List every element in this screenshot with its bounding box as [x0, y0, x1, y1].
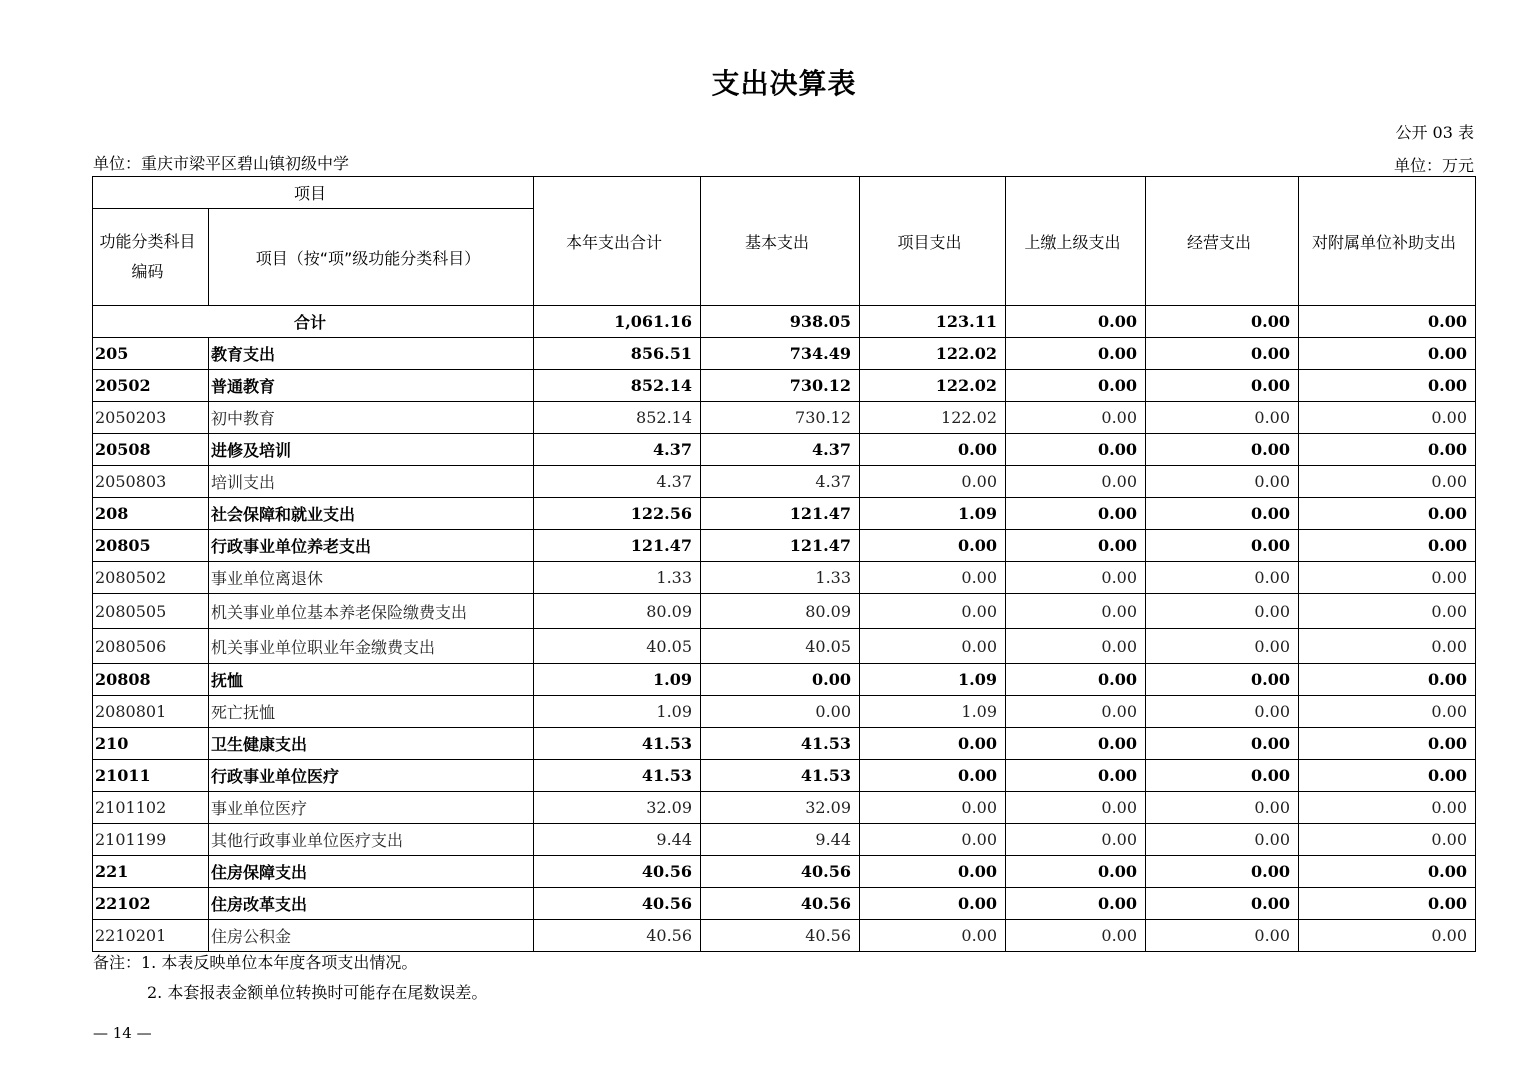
table-row: [93, 792, 1476, 824]
amount-cell: 4.37: [701, 466, 860, 498]
amount-cell: 0.00: [1299, 338, 1476, 370]
item-name-cell: 事业单位离退休: [209, 562, 534, 594]
header-upper: 上缴上级支出: [1006, 177, 1146, 306]
item-name-cell: 抚恤: [209, 664, 534, 696]
item-name-cell: 卫生健康支出: [209, 728, 534, 760]
item-name-cell: 社会保障和就业支出: [209, 498, 534, 530]
amount-cell: 0.00: [860, 856, 1006, 888]
amount-cell: 1.09: [534, 696, 701, 728]
amount-cell: 0.00: [1006, 338, 1146, 370]
amount-cell: 0.00: [1146, 920, 1299, 952]
note-line-2: 2. 本套报表金额单位转换时可能存在尾数误差。: [147, 983, 488, 1002]
amount-cell: 1.33: [534, 562, 701, 594]
function-code-cell: 221: [93, 856, 209, 888]
function-code-cell: 20805: [93, 530, 209, 562]
amount-cell: 856.51: [534, 338, 701, 370]
function-code-cell: 2050803: [93, 466, 209, 498]
header-total: 本年支出合计: [534, 177, 701, 306]
amount-cell: 0.00: [1006, 760, 1146, 792]
table-row: [93, 594, 1476, 629]
amount-cell: 0.00: [1006, 562, 1146, 594]
amount-cell: 0.00: [1299, 824, 1476, 856]
amount-cell: 40.56: [701, 856, 860, 888]
function-code-cell: 208: [93, 498, 209, 530]
amount-cell: 0.00: [1299, 728, 1476, 760]
amount-cell: 0.00: [1146, 594, 1299, 629]
total-label: 合计: [93, 306, 534, 338]
amount-cell: 40.56: [701, 888, 860, 920]
amount-cell: 1.09: [534, 664, 701, 696]
function-code-cell: 2080506: [93, 629, 209, 664]
amount-cell: 0.00: [1146, 728, 1299, 760]
amount-cell: 0.00: [1299, 402, 1476, 434]
amount-cell: 0.00: [1006, 466, 1146, 498]
header-name: 项目（按“项”级功能分类科目）: [209, 209, 534, 306]
amount-cell: 1.09: [860, 664, 1006, 696]
amount-cell: 0.00: [1146, 888, 1299, 920]
amount-cell: 0.00: [860, 466, 1006, 498]
amount-cell: 0.00: [1299, 664, 1476, 696]
table-row: [93, 824, 1476, 856]
amount-cell: 0.00: [1006, 530, 1146, 562]
function-code-cell: 2101102: [93, 792, 209, 824]
item-name-cell: 住房改革支出: [209, 888, 534, 920]
header-business: 经营支出: [1146, 177, 1299, 306]
function-code-cell: 205: [93, 338, 209, 370]
amount-cell: 9.44: [701, 824, 860, 856]
notes: [93, 948, 487, 1008]
table-row: [93, 728, 1476, 760]
function-code-cell: 20502: [93, 370, 209, 402]
function-code-cell: 2050203: [93, 402, 209, 434]
header-basic: 基本支出: [701, 177, 860, 306]
amount-cell: 40.05: [701, 629, 860, 664]
table-row: [93, 466, 1476, 498]
amount-cell: 0.00: [1299, 856, 1476, 888]
amount-cell: 80.09: [534, 594, 701, 629]
amount-cell: 40.56: [534, 856, 701, 888]
amount-cell: 0.00: [1006, 370, 1146, 402]
amount-cell: 0.00: [1146, 760, 1299, 792]
amount-cell: 40.56: [701, 920, 860, 952]
amount-cell: 121.47: [534, 530, 701, 562]
amount-cell: 0.00: [860, 594, 1006, 629]
amount-cell: 80.09: [701, 594, 860, 629]
function-code-cell: 22102: [93, 888, 209, 920]
amount-cell: 0.00: [1299, 792, 1476, 824]
amount-cell: 0.00: [1146, 824, 1299, 856]
amount-cell: 0.00: [860, 760, 1006, 792]
amount-cell: 0.00: [1006, 728, 1146, 760]
amount-cell: 0.00: [1299, 434, 1476, 466]
amount-cell: 0.00: [860, 824, 1006, 856]
table-row: [93, 530, 1476, 562]
amount-cell: 0.00: [1146, 434, 1299, 466]
reporting-unit: 单位：重庆市梁平区碧山镇初级中学: [93, 154, 350, 173]
item-name-cell: 进修及培训: [209, 434, 534, 466]
amount-cell: 0.00: [1006, 434, 1146, 466]
amount-cell: 0.00: [1146, 402, 1299, 434]
function-code-cell: 20508: [93, 434, 209, 466]
amount-cell: 1.09: [860, 696, 1006, 728]
page-number: — 14 —: [93, 1024, 152, 1042]
amount-cell: 0.00: [860, 530, 1006, 562]
item-name-cell: 住房公积金: [209, 920, 534, 952]
item-name-cell: 培训支出: [209, 466, 534, 498]
function-code-cell: 2210201: [93, 920, 209, 952]
expenditure-table: [92, 176, 1476, 952]
amount-cell: 32.09: [701, 792, 860, 824]
amount-cell: 41.53: [534, 760, 701, 792]
amount-cell: 0.00: [1006, 594, 1146, 629]
amount-cell: 4.37: [534, 466, 701, 498]
amount-cell: 121.47: [701, 498, 860, 530]
amount-cell: 1.09: [860, 498, 1006, 530]
amount-cell: 0.00: [1146, 629, 1299, 664]
amount-cell: 4.37: [701, 434, 860, 466]
amount-cell: 0.00: [1006, 402, 1146, 434]
item-name-cell: 机关事业单位职业年金缴费支出: [209, 629, 534, 664]
amount-cell: 0.00: [1146, 562, 1299, 594]
amount-cell: 0.00: [1146, 856, 1299, 888]
item-name-cell: 初中教育: [209, 402, 534, 434]
amount-cell: 40.56: [534, 888, 701, 920]
item-name-cell: 行政事业单位养老支出: [209, 530, 534, 562]
amount-cell: 0.00: [1299, 594, 1476, 629]
amount-cell: 0.00: [1146, 370, 1299, 402]
amount-cell: 0.00: [701, 696, 860, 728]
amount-cell: 0.00: [701, 664, 860, 696]
amount-cell: 0.00: [860, 888, 1006, 920]
function-code-cell: 210: [93, 728, 209, 760]
total-cell: 0.00: [1299, 306, 1476, 338]
table-row: [93, 562, 1476, 594]
amount-cell: 41.53: [534, 728, 701, 760]
page-title: 支出决算表: [711, 67, 857, 100]
total-cell: 1,061.16: [534, 306, 701, 338]
table-row: [93, 664, 1476, 696]
amount-cell: 0.00: [1299, 370, 1476, 402]
amount-cell: 0.00: [1006, 664, 1146, 696]
header-code: 功能分类科目编码: [93, 209, 209, 306]
form-number: 公开 03 表: [1395, 123, 1474, 142]
amount-cell: 41.53: [701, 728, 860, 760]
money-unit: 单位：万元: [1393, 156, 1474, 175]
table-row: [93, 856, 1476, 888]
item-name-cell: 死亡抚恤: [209, 696, 534, 728]
table-row: [93, 629, 1476, 664]
amount-cell: 0.00: [1146, 530, 1299, 562]
table-row: [93, 434, 1476, 466]
amount-cell: 852.14: [534, 370, 701, 402]
item-name-cell: 住房保障支出: [209, 856, 534, 888]
amount-cell: 41.53: [701, 760, 860, 792]
function-code-cell: 2101199: [93, 824, 209, 856]
amount-cell: 0.00: [1146, 466, 1299, 498]
amount-cell: 9.44: [534, 824, 701, 856]
note-line-1: 备注：1. 本表反映单位本年度各项支出情况。: [93, 953, 418, 972]
table-row: [93, 696, 1476, 728]
amount-cell: 0.00: [860, 792, 1006, 824]
amount-cell: 0.00: [1006, 696, 1146, 728]
amount-cell: 0.00: [1146, 696, 1299, 728]
amount-cell: 40.05: [534, 629, 701, 664]
function-code-cell: 20808: [93, 664, 209, 696]
amount-cell: 0.00: [1299, 562, 1476, 594]
table-row: [93, 402, 1476, 434]
amount-cell: 0.00: [1006, 498, 1146, 530]
function-code-cell: 2080801: [93, 696, 209, 728]
amount-cell: 0.00: [1299, 530, 1476, 562]
amount-cell: 730.12: [701, 402, 860, 434]
item-name-cell: 行政事业单位医疗: [209, 760, 534, 792]
function-code-cell: 2080502: [93, 562, 209, 594]
amount-cell: 0.00: [1006, 888, 1146, 920]
amount-cell: 0.00: [1299, 466, 1476, 498]
amount-cell: 0.00: [1146, 338, 1299, 370]
amount-cell: 0.00: [860, 562, 1006, 594]
amount-cell: 0.00: [1006, 824, 1146, 856]
amount-cell: 0.00: [1146, 664, 1299, 696]
table-row: [93, 498, 1476, 530]
amount-cell: 1.33: [701, 562, 860, 594]
function-code-cell: 21011: [93, 760, 209, 792]
total-cell: 0.00: [1146, 306, 1299, 338]
total-cell: 0.00: [1006, 306, 1146, 338]
amount-cell: 0.00: [1299, 629, 1476, 664]
amount-cell: 0.00: [1006, 856, 1146, 888]
amount-cell: 40.56: [534, 920, 701, 952]
header-project: 项目支出: [860, 177, 1006, 306]
amount-cell: 122.02: [860, 370, 1006, 402]
amount-cell: 734.49: [701, 338, 860, 370]
table-row: [93, 370, 1476, 402]
amount-cell: 122.02: [860, 402, 1006, 434]
amount-cell: 121.47: [701, 530, 860, 562]
amount-cell: 0.00: [1299, 696, 1476, 728]
total-cell: 123.11: [860, 306, 1006, 338]
item-name-cell: 事业单位医疗: [209, 792, 534, 824]
table-row: [93, 760, 1476, 792]
amount-cell: 0.00: [1299, 888, 1476, 920]
amount-cell: 0.00: [1299, 920, 1476, 952]
amount-cell: 0.00: [860, 629, 1006, 664]
amount-cell: 0.00: [1146, 792, 1299, 824]
amount-cell: 0.00: [1299, 498, 1476, 530]
amount-cell: 0.00: [1006, 629, 1146, 664]
amount-cell: 0.00: [860, 434, 1006, 466]
amount-cell: 0.00: [1146, 498, 1299, 530]
total-row: [93, 306, 1476, 338]
table-row: [93, 888, 1476, 920]
table-row: [93, 920, 1476, 952]
amount-cell: 0.00: [1006, 920, 1146, 952]
item-name-cell: 其他行政事业单位医疗支出: [209, 824, 534, 856]
table-row: [93, 338, 1476, 370]
item-name-cell: 教育支出: [209, 338, 534, 370]
amount-cell: 0.00: [860, 920, 1006, 952]
amount-cell: 852.14: [534, 402, 701, 434]
amount-cell: 122.56: [534, 498, 701, 530]
amount-cell: 32.09: [534, 792, 701, 824]
amount-cell: 0.00: [860, 728, 1006, 760]
header-item-group: 项目: [93, 177, 534, 209]
item-name-cell: 机关事业单位基本养老保险缴费支出: [209, 594, 534, 629]
total-cell: 938.05: [701, 306, 860, 338]
amount-cell: 122.02: [860, 338, 1006, 370]
amount-cell: 4.37: [534, 434, 701, 466]
function-code-cell: 2080505: [93, 594, 209, 629]
item-name-cell: 普通教育: [209, 370, 534, 402]
amount-cell: 730.12: [701, 370, 860, 402]
amount-cell: 0.00: [1006, 792, 1146, 824]
header-subsidy: 对附属单位补助支出: [1299, 177, 1476, 306]
amount-cell: 0.00: [1299, 760, 1476, 792]
